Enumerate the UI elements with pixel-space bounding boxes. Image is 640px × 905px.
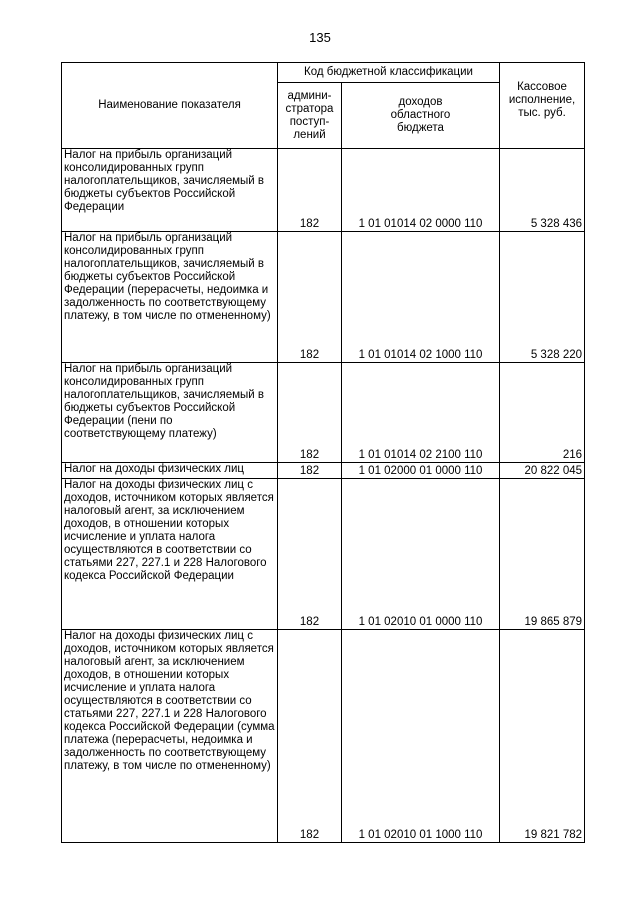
row-administrator-code: 182 (278, 630, 342, 843)
row-revenue-code: 1 01 01014 02 1000 110 (342, 232, 500, 363)
row-revenue-code: 1 01 02000 01 0000 110 (342, 463, 500, 479)
header-revenue-code: доходов областного бюджета (342, 83, 500, 149)
row-indicator-name: Налог на прибыль организаций консолидированных групп налогоплательщиков, зачисляемый в бюджеты субъектов Российской Федерации (62, 149, 278, 232)
row-indicator-name: Налог на доходы физических лиц с доходов, источником которых является налоговый агент, за исключением доходов, в отношении которых исчисление и уплата налога осуществляются в соответствии со статьями 227, 227.1 и 228 Налогового кодекса Российской Федерации (62, 479, 278, 630)
row-indicator-name: Налог на прибыль организаций консолидированных групп налогоплательщиков, зачисляемый в бюджеты субъектов Российской Федерации (перерасчеты, недоимка и задолженность по соответствующему платежу, в том числе по отмененному) (62, 232, 278, 363)
header-indicator-name: Наименование показателя (62, 63, 278, 149)
table-row (62, 479, 585, 630)
row-administrator-code: 182 (278, 363, 342, 463)
row-revenue-code: 1 01 01014 02 2100 110 (342, 363, 500, 463)
row-administrator-code: 182 (278, 479, 342, 630)
row-revenue-code: 1 01 02010 01 0000 110 (342, 479, 500, 630)
header-administrator-code: админи- стратора поступ- лений (278, 83, 342, 149)
row-indicator-name: Налог на доходы физических лиц с доходов, источником которых является налоговый агент, за исключением доходов, в отношении которых исчисление и уплата налога осуществляются в соответствии со статьями 227, 227.1 и 228 Налогового кодекса Российской Федерации (сумма платежа (перерасчеты, недоимка и задолженность по соответствующему платежу, в том числе по отмененному) (62, 630, 278, 843)
row-cash-execution: 19 865 879 (500, 479, 585, 630)
header-cash-execution: Кассовое исполнение, тыс. руб. (500, 63, 585, 149)
table-row (62, 363, 585, 463)
table-row (62, 630, 585, 843)
row-cash-execution: 5 328 220 (500, 232, 585, 363)
row-cash-execution: 20 822 045 (500, 463, 585, 479)
row-administrator-code: 182 (278, 463, 342, 479)
page-number: 135 (309, 30, 331, 45)
row-cash-execution: 5 328 436 (500, 149, 585, 232)
row-cash-execution: 19 821 782 (500, 630, 585, 843)
table-row (62, 463, 585, 479)
row-cash-execution: 216 (500, 363, 585, 463)
header-budget-classification-code: Код бюджетной классификации (278, 63, 500, 83)
row-revenue-code: 1 01 02010 01 1000 110 (342, 630, 500, 843)
row-indicator-name: Налог на прибыль организаций консолидированных групп налогоплательщиков, зачисляемый в бюджеты субъектов Российской Федерации (пени по соответствующему платежу) (62, 363, 278, 463)
table-row (62, 232, 585, 363)
budget-report-table (61, 62, 585, 843)
row-indicator-name: Налог на доходы физических лиц (62, 463, 278, 479)
row-administrator-code: 182 (278, 232, 342, 363)
row-revenue-code: 1 01 01014 02 0000 110 (342, 149, 500, 232)
table-row (62, 149, 585, 232)
row-administrator-code: 182 (278, 149, 342, 232)
